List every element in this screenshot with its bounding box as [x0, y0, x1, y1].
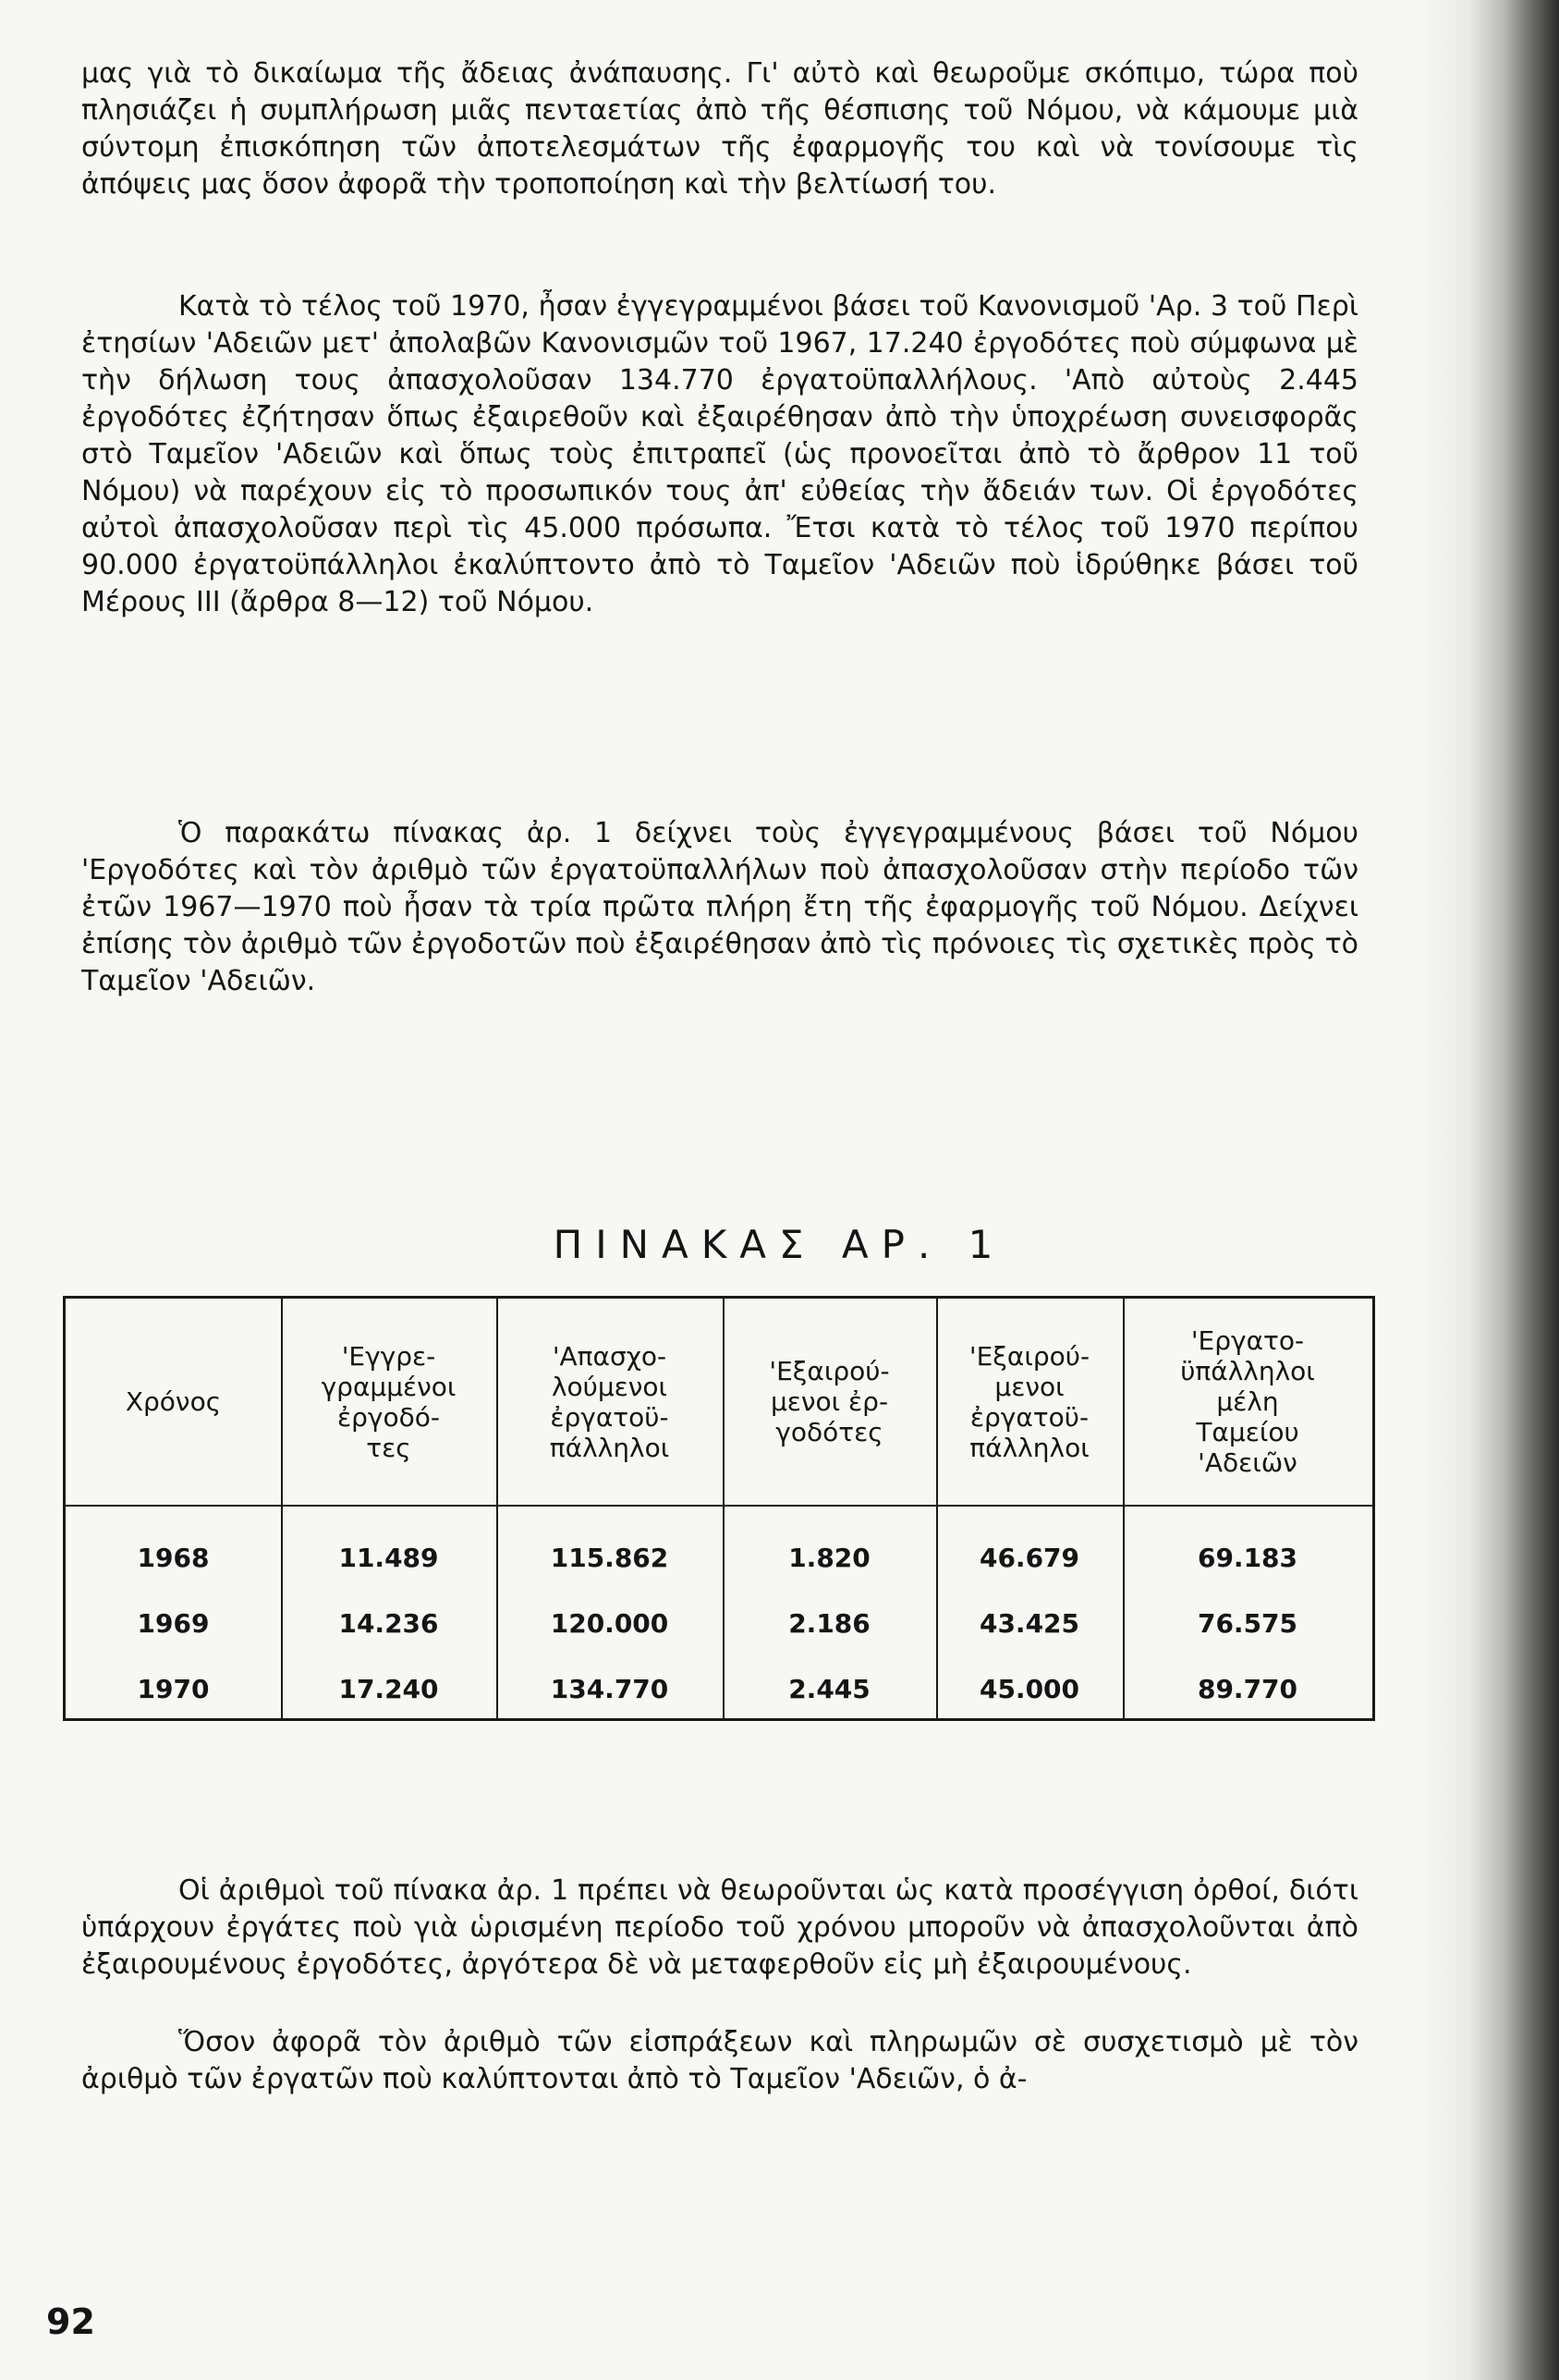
paragraph-2: [81, 288, 1358, 621]
cell-exempt-workers: 43.425: [979, 1607, 1080, 1639]
cell-fund-member-workers: 76.575: [1197, 1607, 1298, 1639]
cell-year: 1970: [137, 1673, 210, 1704]
paragraph-5-text: Ὅσον ἀφορᾶ τὸν ἀριθμὸ τῶν εἰσπράξεων καὶ πληρωμῶν σὲ συσχετισμὸ μὲ τὸν ἀριθμὸ τῶν ἐργατῶν ποὺ καλύπτονται ἀπὸ τὸ Ταμεῖον 'Αδειῶν, ὁ ἀ-: [81, 2026, 1358, 2095]
header-employed-workers: 'Απασχο- λούμενοι ἐργατοϋ- πάλληλοι: [549, 1340, 670, 1463]
cell-year: 1969: [137, 1607, 210, 1639]
table-row: [66, 1525, 1372, 1590]
paragraph-4: [81, 1873, 1358, 1983]
cell-exempt-workers: 46.679: [979, 1542, 1080, 1573]
table-row: [66, 1591, 1372, 1655]
header-fund-member-workers: 'Εργατο- ϋπάλληλοι μέλη Ταμείου 'Αδειῶν: [1180, 1325, 1315, 1478]
header-exempt-workers: 'Εξαιρού- μενοι ἐργατοϋ- πάλληλοι: [968, 1340, 1090, 1463]
cell-registered-employers: 11.489: [338, 1542, 439, 1573]
cell-exempt-employers: 2.186: [788, 1607, 871, 1639]
cell-employed-workers: 115.862: [550, 1542, 669, 1573]
cell-fund-member-workers: 69.183: [1197, 1542, 1298, 1573]
cell-registered-employers: 14.236: [338, 1607, 439, 1639]
paragraph-5: [81, 2024, 1358, 2098]
paragraph-3: [81, 815, 1358, 1000]
cell-registered-employers: 17.240: [338, 1673, 439, 1704]
cell-employed-workers: 120.000: [550, 1607, 669, 1639]
paragraph-3-text: Ὁ παρακάτω πίνακας ἀρ. 1 δείχνει τοὺς ἐγγεγραμμένους βάσει τοῦ Νόμου 'Εργοδότες καὶ τὸν ἀριθμὸ τῶν ἐργατοϋπαλλήλων ποὺ ἀπασχολοῦσαν στὴν περίοδο τῶν ἐτῶν 1967—1970 ποὺ ἦσαν τὰ τρία πρῶτα πλήρη ἔτη τῆς ἐφαρμογῆς τοῦ Νόμου. Δείχνει ἐπίσης τὸν ἀριθμὸ τῶν ἐργοδοτῶν ποὺ ἐξαιρέθησαν ἀπὸ τὶς πρόνοιες τὶς σχετικὲς πρὸς τὸ Ταμεῖον 'Αδειῶν.: [81, 817, 1358, 997]
cell-employed-workers: 134.770: [550, 1673, 669, 1704]
header-divider: [66, 1505, 1372, 1507]
cell-exempt-employers: 2.445: [788, 1673, 871, 1704]
header-exempt-employers: 'Εξαιρού- μενοι ἐρ- γοδότες: [769, 1356, 890, 1447]
table-row: [66, 1656, 1372, 1721]
table-title: ΠΙΝΑΚΑΣ ΑΡ. 1: [553, 1222, 1006, 1267]
page-number: 92: [46, 2301, 95, 2342]
cell-exempt-workers: 45.000: [979, 1673, 1080, 1704]
header-year: Χρόνος: [125, 1386, 222, 1417]
header-registered-employers: 'Εγγρε- γραμμένοι ἐργοδό- τες: [321, 1340, 457, 1463]
cell-fund-member-workers: 89.770: [1197, 1673, 1298, 1704]
data-table: [63, 1296, 1375, 1721]
scan-dark-edge: [1420, 0, 1559, 2380]
paragraph-4-text: Οἱ ἀριθμοὶ τοῦ πίνακα ἀρ. 1 πρέπει νὰ θεωροῦνται ὡς κατὰ προσέγγιση ὀρθοί, διότι ὑπάρχουν ἐργάτες ποὺ γιὰ ὡρισμένη περίοδο τοῦ χρόνου μποροῦν νὰ ἀπασχολοῦνται ἀπὸ ἐξαιρουμένους ἐργοδότες, ἀργότερα δὲ νὰ μεταφερθοῦν εἰς μὴ ἐξαιρουμένους.: [81, 1874, 1358, 1981]
paragraph-2-text: Κατὰ τὸ τέλος τοῦ 1970, ἦσαν ἐγγεγραμμένοι βάσει τοῦ Κανονισμοῦ 'Αρ. 3 τοῦ Περὶ ἐτησίων 'Αδειῶν μετ' ἀπολαβῶν Κανονισμῶν τοῦ 1967, 17.240 ἐργοδότες ποὺ σύμφωνα μὲ τὴν δήλωση τους ἀπασχολοῦσαν 134.770 ἐργατοϋπαλλήλους. 'Απὸ αὐτοὺς 2.445 ἐργοδότες ἐζήτησαν ὅπως ἐξαιρεθοῦν καὶ ἐξαιρέθησαν ἀπὸ τὴν ὑποχρέωση συνεισφορᾶς στὸ Ταμεῖον 'Αδειῶν καὶ ὅπως τοὺς ἐπιτραπεῖ (ὡς προνοεῖται ἀπὸ τὸ ἄρθρον 11 τοῦ Νόμου) νὰ παρέχουν εἰς τὸ προσωπικόν τους ἀπ' εὐθείας τὴν ἄδειάν των. Οἱ ἐργοδότες αὐτοὶ ἀπασχολοῦσαν περὶ τὶς 45.000 πρόσωπα. Ἔτσι κατὰ τὸ τέλος τοῦ 1970 περίπου 90.000 ἐργατοϋπάλληλοι ἐκαλύπτοντο ἀπὸ τὸ Ταμεῖον 'Αδειῶν ποὺ ἱδρύθηκε βάσει τοῦ Μέρους ΙΙΙ (ἄρθρα 8—12) τοῦ Νόμου.: [81, 290, 1358, 618]
paragraph-1-text: μας γιὰ τὸ δικαίωμα τῆς ἄδειας ἀνάπαυσης. Γι' αὐτὸ καὶ θεωροῦμε σκόπιμο, τώρα ποὺ πλησιάζει ἡ συμπλήρωση μιᾶς πενταετίας ἀπὸ τῆς θέσπισης τοῦ Νόμου, νὰ κάμουμε μιὰ σύντομη ἐπισκόπηση τῶν ἀποτελεσμάτων τῆς ἐφαρμογῆς του καὶ νὰ τονίσουμε τὶς ἀπόψεις μας ὅσον ἀφορᾶ τὴν τροποποίηση καὶ τὴν βελτίωσή του.: [81, 57, 1358, 201]
cell-exempt-employers: 1.820: [788, 1542, 871, 1573]
paragraph-1: [81, 55, 1358, 203]
cell-year: 1968: [137, 1542, 210, 1573]
